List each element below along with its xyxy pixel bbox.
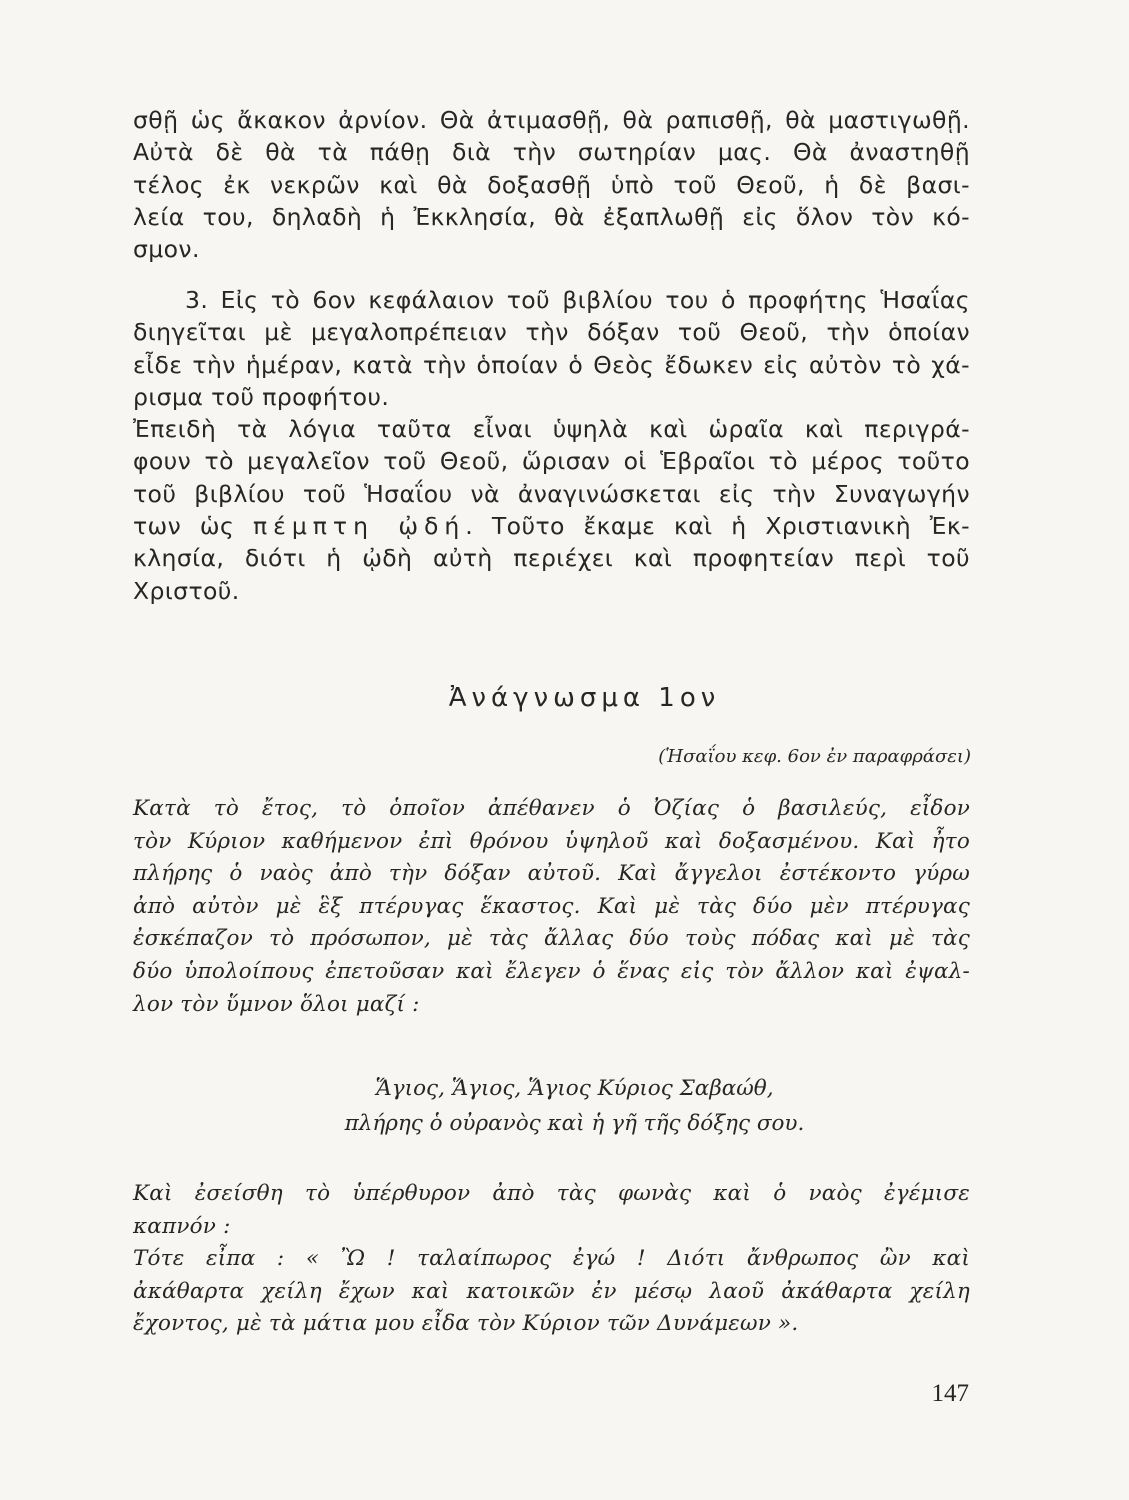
text-segment: . Τοῦτο ἔκαμε καὶ ἡ Χριστιανικὴ Ἐκ- [465, 512, 970, 541]
text-line: Καὶ ἐσείσθη τὸ ὑπέρθυρον ἀπὸ τὰς φωνὰς καὶ ὁ ναὸς ἐγέμισε [133, 1181, 970, 1206]
text-line: λεία του, δηλαδὴ ἡ Ἐκκλησία, θὰ ἐξαπλωθῇ εἰς ὅλον τὸν κό- [133, 202, 970, 231]
reading-paragraph-2 [133, 1178, 970, 1243]
hymn-line: πλήρης ὁ οὐρανὸς καὶ ἡ γῆ τῆς δόξης σου. [344, 1111, 805, 1136]
reading-paragraph-3 [133, 1243, 970, 1341]
text-line: λον τὸν ὕμνον ὅλοι μαζί : [133, 991, 420, 1017]
text-line: τὸν Κύριον καθήμενον ἐπὶ θρόνου ὑψηλοῦ καὶ δοξασμένου. Καὶ ἦτο [133, 828, 970, 854]
hymn-line: Ἅγιος, Ἅγιος, Ἅγιος Κύριος Σαβαώθ, [375, 1076, 774, 1101]
text-line: καπνόν : [133, 1213, 231, 1239]
text-line: ἀπὸ αὐτὸν μὲ ἓξ πτέρυγας ἕκαστος. Καὶ μὲ τὰς δύο μὲν πτέρυγας [133, 893, 970, 919]
text-line: ἐσκέπαζον τὸ πρόσωπον, μὲ τὰς ἄλλας δύο τοὺς πόδας καὶ μὲ τὰς [133, 926, 970, 952]
reading-subtitle: (Ἡσαΐου κεφ. 6ον ἐν παραφράσει) [658, 746, 971, 767]
reading-title: Ἀνάγνωσμα 1ον [448, 683, 721, 713]
paragraph-1 [133, 104, 970, 265]
page-number: 147 [931, 1380, 969, 1407]
emphasized-text: πέμπτη ᾠδή [252, 512, 466, 541]
text-line: κλησία, διότι ἡ ᾠδὴ αὐτὴ περιέχει καὶ προφητείαν περὶ τοῦ [133, 544, 970, 573]
text-line: δύο ὑπολοίπους ἐπετοῦσαν καὶ ἔλεγεν ὁ ἕνας εἰς τὸν ἄλλον καὶ ἐψαλ- [133, 958, 970, 984]
text-line: τέλος ἐκ νεκρῶν καὶ θὰ δοξασθῇ ὑπὸ τοῦ Θεοῦ, ἡ δὲ βασι- [133, 170, 970, 199]
text-line: σμον. [133, 235, 200, 264]
text-line: φουν τὸ μεγαλεῖον τοῦ Θεοῦ, ὥρισαν οἱ Ἑβραῖοι τὸ μέρος τοῦτο [133, 447, 970, 476]
text-line: Κατὰ τὸ ἔτος, τὸ ὁποῖον ἀπέθανεν ὁ Ὀζίας ὁ βασιλεύς, εἶδον [133, 796, 970, 821]
text-line: Τότε εἶπα : « Ὢ ! ταλαίπωρος ἐγώ ! Διότι ἄνθρωπος ὢν καὶ [133, 1246, 970, 1271]
reading-paragraph-1 [133, 793, 970, 1021]
text-segment: των ὡς [133, 512, 253, 541]
text-line: Αὐτὰ δὲ θὰ τὰ πάθῃ διὰ τὴν σωτηρίαν μας. Θὰ ἀναστηθῇ [133, 138, 970, 167]
text-line: διηγεῖται μὲ μεγαλοπρέπειαν τὴν δόξαν τοῦ Θεοῦ, τὴν ὁποίαν [133, 318, 970, 347]
text-line: τοῦ βιβλίου τοῦ Ἡσαΐου νὰ ἀναγινώσκεται εἰς τὴν Συναγωγήν [133, 479, 970, 508]
text-line: 3. Εἰς τὸ 6ον κεφάλαιον τοῦ βιβλίου του ὁ προφήτης Ἡσαΐας [185, 286, 970, 314]
text-line: ρισμα τοῦ προφήτου. [133, 382, 390, 411]
hymn-verse [0, 1071, 1129, 1141]
text-line-mixed [133, 510, 970, 542]
text-line: εἶδε τὴν ἡμέραν, κατὰ τὴν ὁποίαν ὁ Θεὸς ἔδωκεν εἰς αὐτὸν τὸ χά- [133, 350, 970, 379]
text-line: Χριστοῦ. [133, 576, 240, 605]
text-line: πλήρης ὁ ναὸς ἀπὸ τὴν δόξαν αὐτοῦ. Καὶ ἄγγελοι ἐστέκοντο γύρω [133, 861, 970, 887]
paragraph-2-and-3 [133, 284, 970, 607]
text-line: Ἐπειδὴ τὰ λόγια ταῦτα εἶναι ὑψηλὰ καὶ ὡραῖα καὶ περιγρά- [133, 415, 970, 444]
text-line: σθῇ ὡς ἄκακον ἀρνίον. Θὰ ἀτιμασθῇ, θὰ ραπισθῇ, θὰ μαστιγωθῇ. [133, 106, 970, 134]
text-line: ἔχοντος, μὲ τὰ μάτια μου εἶδα τὸν Κύριον τῶν Δυνάμεων ». [133, 1311, 799, 1337]
text-line: ἀκάθαρτα χείλη ἔχων καὶ κατοικῶν ἐν μέσῳ λαοῦ ἀκάθαρτα χείλη [133, 1278, 970, 1304]
